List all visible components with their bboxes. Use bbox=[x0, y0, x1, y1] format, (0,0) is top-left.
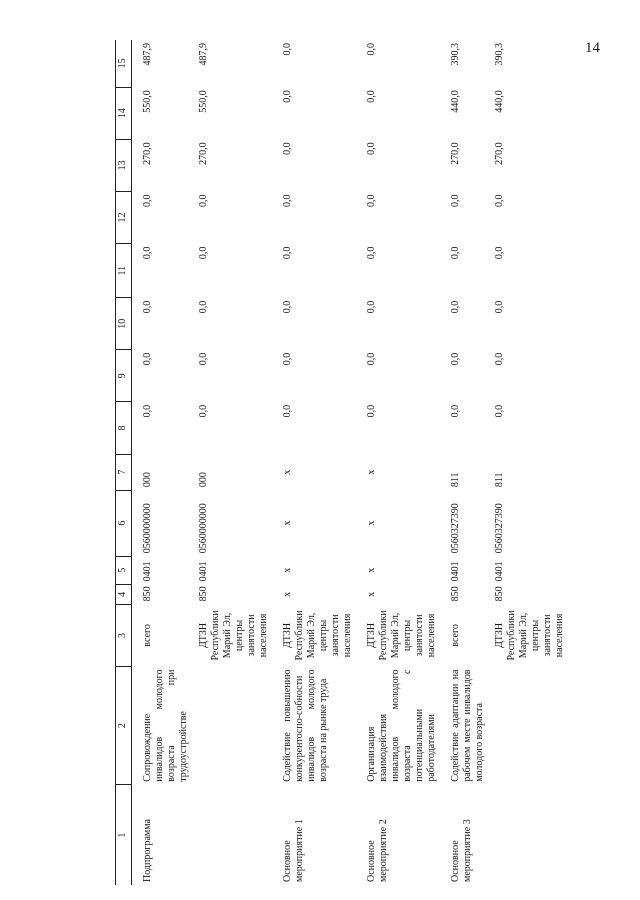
row-title: Сопровождение инвалидов молодого возраста при трудоустройстве bbox=[142, 669, 189, 782]
section-code: x bbox=[366, 567, 377, 573]
section-code: 0401 bbox=[494, 561, 505, 582]
row-title: Содействие повышению конкурентоспо-собности инвалидов молодого возраста на рынке труда bbox=[282, 669, 329, 782]
page-number: 14 bbox=[585, 40, 600, 56]
grbs-code: 850 bbox=[198, 586, 209, 602]
value-col-11: 0,0 bbox=[450, 246, 461, 260]
responsible: всего bbox=[142, 624, 153, 647]
value-col-9: 0,0 bbox=[366, 352, 377, 366]
value-col-10: 0,0 bbox=[450, 300, 461, 314]
value-col-9: 0,0 bbox=[282, 352, 293, 366]
row-level: Основное мероприятие 1 bbox=[282, 819, 305, 882]
target-article-code: x bbox=[366, 520, 377, 526]
col-header-10: 10 bbox=[116, 298, 132, 350]
value-col-8: 0,0 bbox=[450, 404, 461, 418]
value-col-12: 0,0 bbox=[142, 194, 153, 207]
value-col-15: 0,0 bbox=[282, 43, 293, 56]
expense-type-code: 000 bbox=[142, 472, 153, 488]
target-article-code: x bbox=[282, 520, 293, 526]
value-col-14: 440,0 bbox=[494, 90, 505, 113]
value-col-11: 0,0 bbox=[366, 246, 377, 260]
table-row bbox=[488, 40, 568, 885]
col-header-6: 6 bbox=[116, 490, 132, 556]
value-col-13: 0,0 bbox=[366, 142, 377, 155]
col-header-13: 13 bbox=[116, 139, 132, 191]
value-col-10: 0,0 bbox=[282, 300, 293, 314]
target-article-code: 0560000000 bbox=[198, 503, 209, 554]
value-col-12: 0,0 bbox=[198, 194, 209, 207]
responsible: ДТЗН Республики Марий Эл, центры занятости населения bbox=[282, 610, 353, 661]
responsible: ДТЗН Республики Марий Эл, центры занятости населения bbox=[198, 610, 269, 661]
value-col-14: 0,0 bbox=[366, 90, 377, 103]
value-col-15: 390,3 bbox=[450, 43, 461, 66]
value-col-10: 0,0 bbox=[198, 300, 209, 314]
value-col-15: 390,3 bbox=[494, 43, 505, 66]
value-col-11: 0,0 bbox=[494, 246, 505, 260]
value-col-15: 487,9 bbox=[142, 43, 153, 66]
target-article-code: 0560327390 bbox=[494, 503, 505, 554]
value-col-10: 0,0 bbox=[494, 300, 505, 314]
row-level: Подпрограмма bbox=[142, 819, 153, 882]
section-code: 0401 bbox=[198, 561, 209, 582]
responsible: ДТЗН Республики Марий Эл, центры занятости населения bbox=[366, 610, 437, 661]
target-article-code: 0560000000 bbox=[142, 503, 153, 554]
value-col-13: 0,0 bbox=[282, 142, 293, 155]
grbs-code: x bbox=[366, 591, 377, 597]
value-col-9: 0,0 bbox=[450, 352, 461, 366]
row-level: Основное мероприятие 2 bbox=[366, 819, 389, 882]
row-title: Содействие адаптации на рабочем месте инвалидов молодого возраста bbox=[450, 669, 485, 782]
value-col-13: 270,0 bbox=[494, 142, 505, 165]
value-col-13: 270,0 bbox=[198, 142, 209, 165]
value-col-12: 0,0 bbox=[366, 194, 377, 207]
value-col-10: 0,0 bbox=[142, 300, 153, 314]
value-col-8: 0,0 bbox=[366, 404, 377, 418]
expense-type-code: 000 bbox=[198, 472, 209, 488]
value-col-12: 0,0 bbox=[450, 194, 461, 207]
value-col-11: 0,0 bbox=[282, 246, 293, 260]
col-header-9: 9 bbox=[116, 350, 132, 402]
col-header-1: 1 bbox=[116, 785, 132, 885]
section-code: 0401 bbox=[450, 561, 461, 582]
value-col-9: 0,0 bbox=[198, 352, 209, 366]
section-code: x bbox=[282, 567, 293, 573]
col-header-3: 3 bbox=[116, 604, 132, 666]
col-header-12: 12 bbox=[116, 191, 132, 243]
grbs-code: 850 bbox=[450, 586, 461, 602]
grbs-code: 850 bbox=[142, 586, 153, 602]
expense-type-code: 811 bbox=[450, 472, 461, 488]
grbs-code: 850 bbox=[494, 586, 505, 602]
row-level bbox=[192, 785, 272, 885]
row-title bbox=[488, 667, 568, 785]
value-col-12: 0,0 bbox=[282, 194, 293, 207]
value-col-14: 440,0 bbox=[450, 90, 461, 113]
table-row bbox=[192, 40, 272, 885]
table-row bbox=[272, 40, 356, 885]
col-header-15: 15 bbox=[116, 40, 132, 87]
program-table bbox=[115, 40, 568, 885]
expense-type-code: x bbox=[366, 469, 377, 475]
row-level: Основное мероприятие 3 bbox=[450, 819, 473, 882]
row-title bbox=[192, 667, 272, 785]
col-header-5: 5 bbox=[116, 556, 132, 584]
row-title: Организация взаимодействия инвалидов молодого возраста с потенциальными работодателями bbox=[366, 669, 437, 782]
row-level bbox=[488, 785, 568, 885]
value-col-8: 0,0 bbox=[198, 404, 209, 418]
table-row bbox=[356, 40, 440, 885]
expense-type-code: x bbox=[282, 469, 293, 475]
value-col-10: 0,0 bbox=[366, 300, 377, 314]
table-row bbox=[132, 40, 193, 885]
col-header-2: 2 bbox=[116, 667, 132, 785]
value-col-14: 0,0 bbox=[282, 90, 293, 103]
col-header-8: 8 bbox=[116, 402, 132, 454]
value-col-9: 0,0 bbox=[494, 352, 505, 366]
responsible: всего bbox=[450, 624, 461, 647]
value-col-8: 0,0 bbox=[494, 404, 505, 418]
value-col-15: 487,9 bbox=[198, 43, 209, 66]
rotated-table-container bbox=[115, 40, 565, 885]
grbs-code: x bbox=[282, 591, 293, 597]
section-code: 0401 bbox=[142, 561, 153, 582]
expense-type-code: 811 bbox=[494, 472, 505, 488]
value-col-8: 0,0 bbox=[282, 404, 293, 418]
value-col-9: 0,0 bbox=[142, 352, 153, 366]
value-col-13: 270,0 bbox=[142, 142, 153, 165]
col-header-4: 4 bbox=[116, 584, 132, 604]
table-row bbox=[440, 40, 488, 885]
value-col-11: 0,0 bbox=[142, 246, 153, 260]
value-col-13: 270,0 bbox=[450, 142, 461, 165]
value-col-8: 0,0 bbox=[142, 404, 153, 418]
target-article-code: 0560327390 bbox=[450, 503, 461, 554]
header-row bbox=[116, 40, 132, 885]
responsible: ДТЗН Республики Марий Эл, центры занятости населения bbox=[494, 610, 565, 661]
value-col-14: 550,0 bbox=[198, 90, 209, 113]
value-col-12: 0,0 bbox=[494, 194, 505, 207]
col-header-14: 14 bbox=[116, 87, 132, 139]
value-col-11: 0,0 bbox=[198, 246, 209, 260]
value-col-15: 0,0 bbox=[366, 43, 377, 56]
col-header-11: 11 bbox=[116, 244, 132, 298]
value-col-14: 550,0 bbox=[142, 90, 153, 113]
col-header-7: 7 bbox=[116, 454, 132, 490]
